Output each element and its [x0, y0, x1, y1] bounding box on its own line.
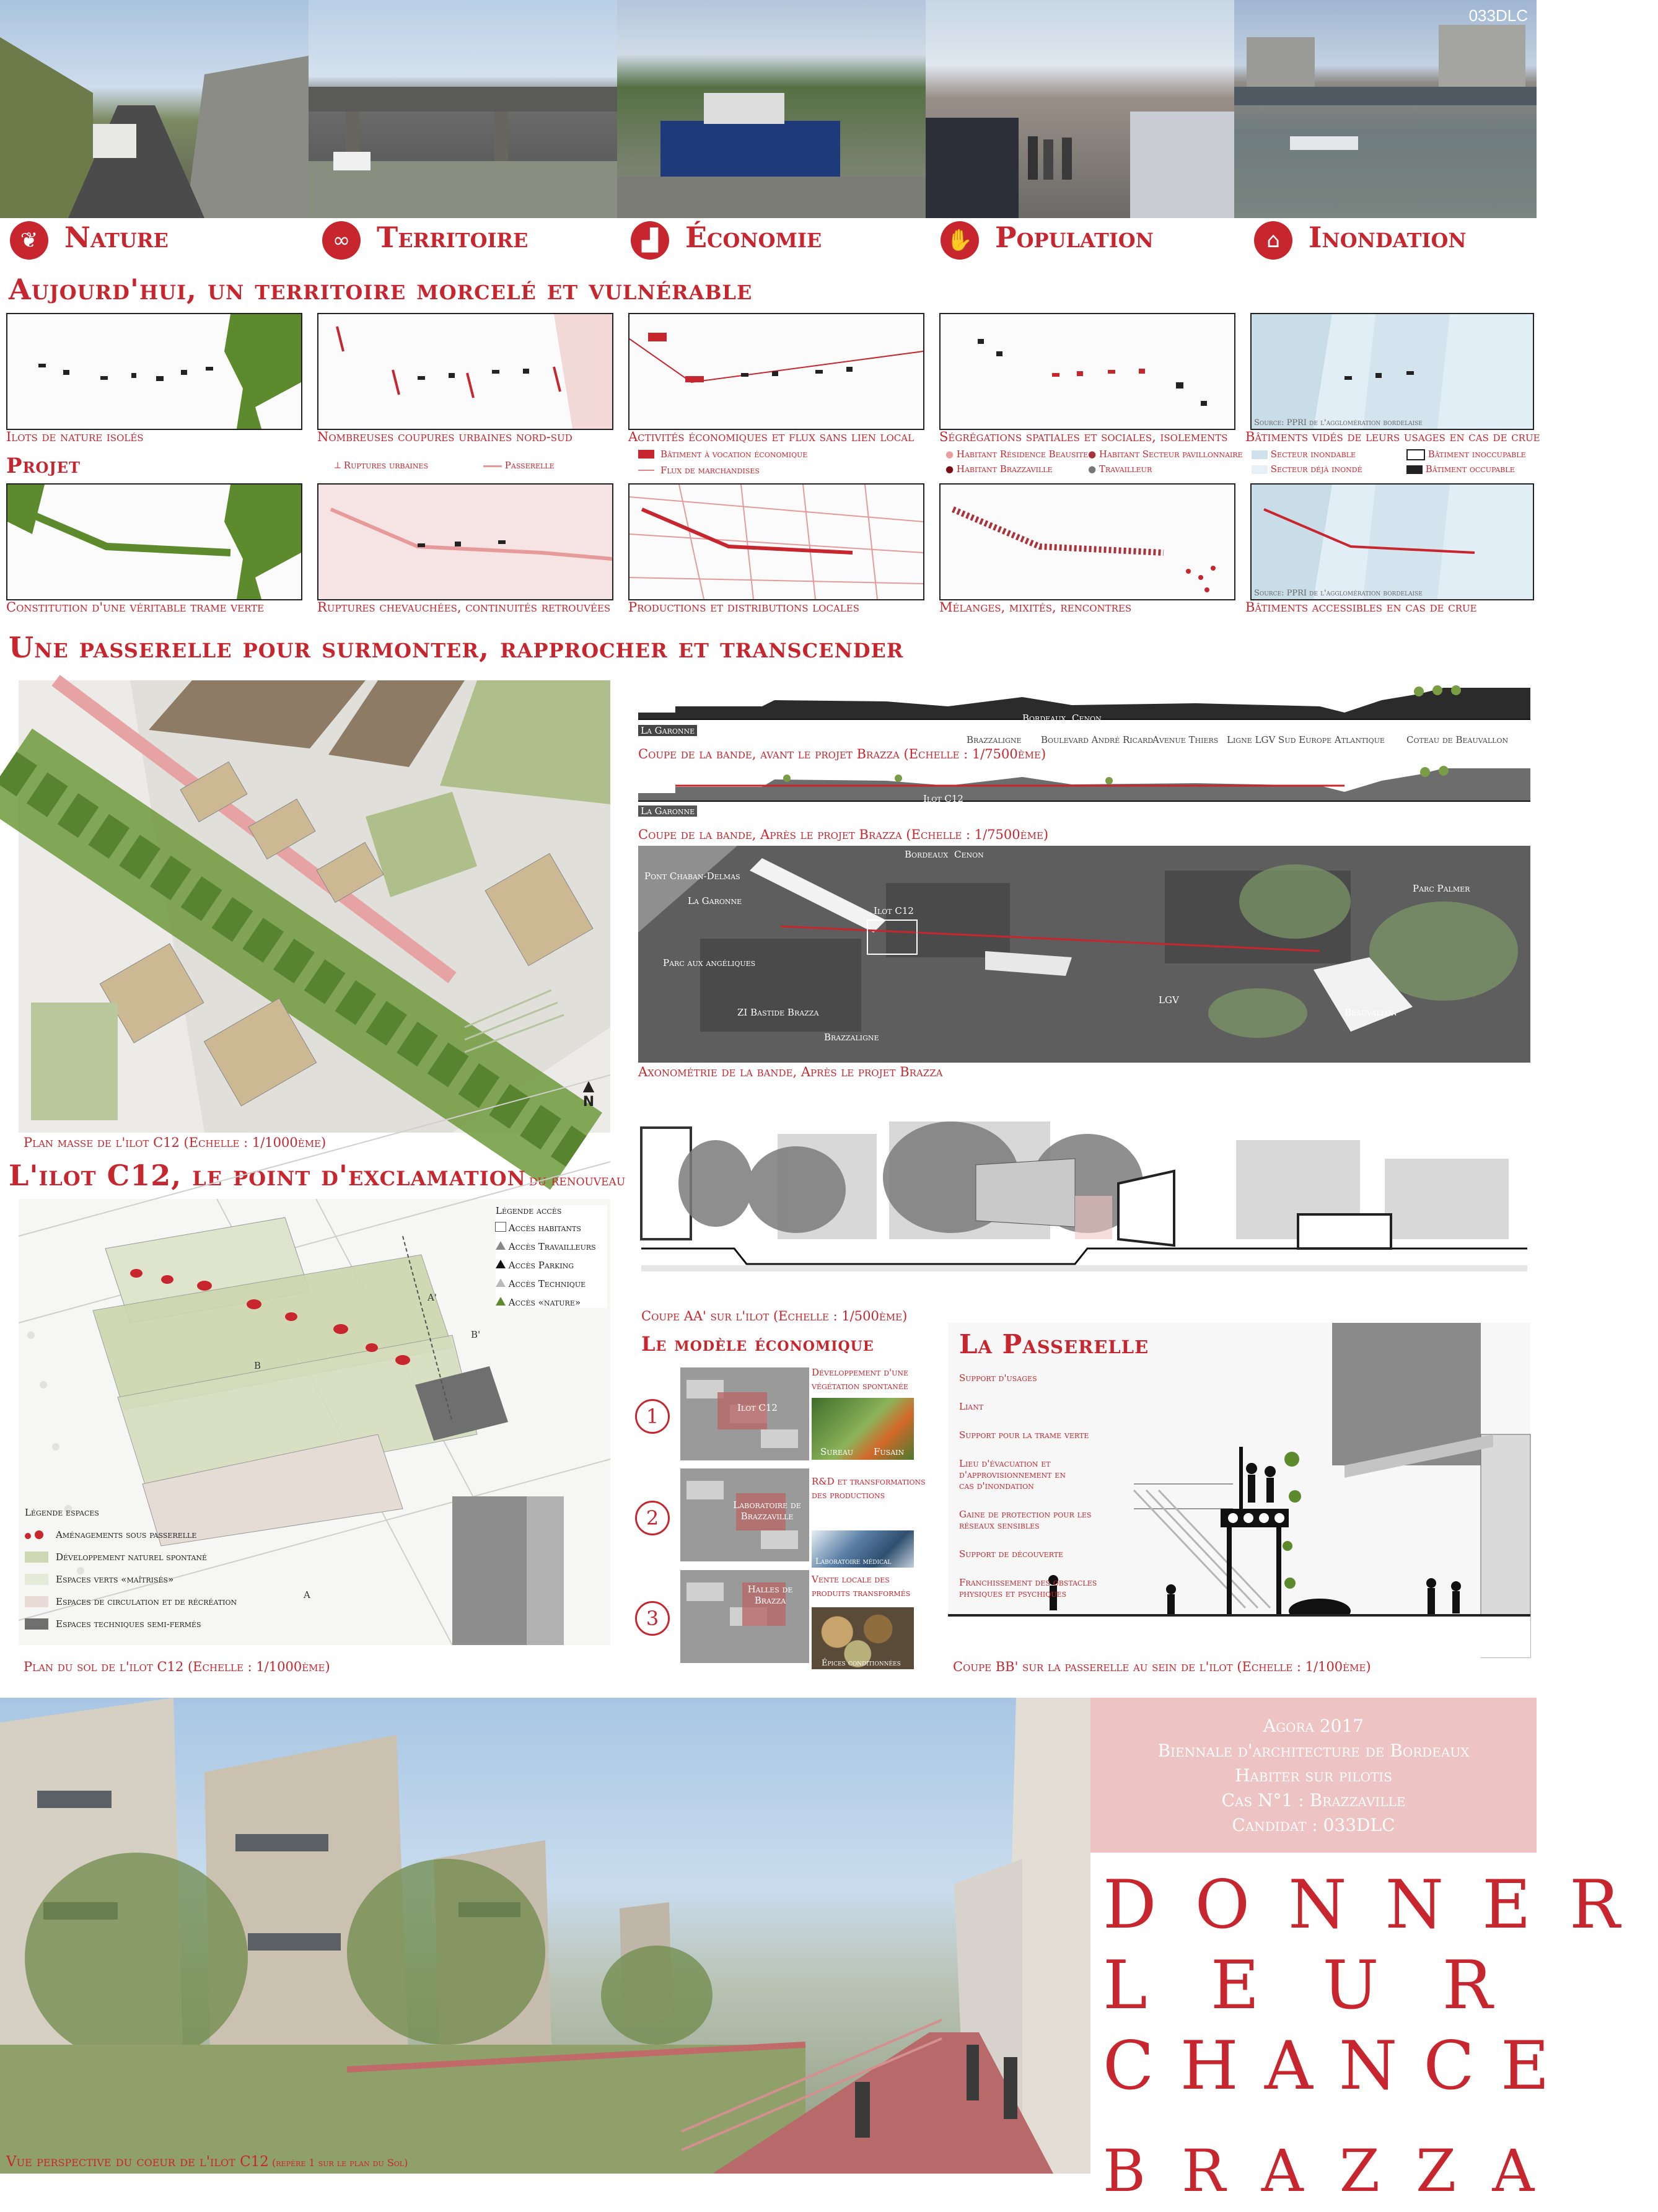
step-1-map	[680, 1367, 809, 1460]
caption-today-nature: Ilots de nature isolés	[6, 429, 144, 444]
house-icon: ⌂	[1254, 221, 1292, 260]
caption-projet-territoire: Ruptures chevauchées, continuités retrouvées	[317, 600, 611, 615]
hand-icon: ✋	[941, 221, 979, 260]
map-drawing	[7, 485, 301, 599]
theme-population: Population	[995, 221, 1154, 254]
photo-river	[1234, 0, 1537, 218]
legend-item: Secteur déjà inondé	[1252, 463, 1362, 475]
map-projet-nature	[6, 483, 302, 600]
map-drawing	[1252, 485, 1533, 599]
plan-masse	[19, 680, 610, 1133]
eco-model-title: Le modèle économique	[641, 1332, 874, 1356]
step-3-photo	[812, 1607, 914, 1669]
legend-economie	[638, 449, 911, 481]
photo-label: Sureau	[820, 1446, 854, 1457]
step-2-number: 2	[635, 1501, 670, 1535]
coupe-label: Brazzaligne	[967, 734, 1022, 745]
caption-projet-population: Mélanges, mixités, rencontres	[939, 600, 1132, 615]
slogan-line-3: CHANCE	[1103, 2027, 1576, 2105]
step-1-photo	[812, 1398, 914, 1460]
map-drawing	[318, 314, 612, 429]
step-3-number: 3	[635, 1601, 670, 1636]
legend-item: Aménagements sous passerelle	[25, 1529, 285, 1540]
section3-title: L'ilot C12, le point d'exclamation	[9, 1159, 526, 1192]
legend-espaces-title: Légende espaces	[25, 1507, 99, 1518]
access-triangle-icon	[496, 1260, 506, 1268]
coupe-label: ZI Bastide Brazza	[805, 719, 887, 730]
legend-item: Accès Parking	[496, 1260, 607, 1271]
legend-item: Secteur inondable	[1252, 449, 1356, 460]
map-today-inondation	[1250, 313, 1534, 430]
slogan	[1103, 1865, 1658, 2212]
info-line: Cas N°1 : Brazzaville	[1221, 1790, 1406, 1810]
access-triangle-icon	[496, 1241, 506, 1250]
photo-population	[926, 0, 1234, 218]
passerelle-line-icon	[483, 465, 502, 467]
step-text-line: des productions	[812, 1490, 885, 1501]
map-drawing	[941, 485, 1234, 599]
map-projet-inondation	[1250, 483, 1534, 600]
perspective-caption: Vue perspective du coeur de l'ilot C12	[6, 2154, 269, 2170]
step-3-text	[812, 1573, 910, 1600]
step-3-map	[680, 1570, 809, 1663]
info-line: Habiter sur pilotis	[1235, 1765, 1392, 1786]
step-text-line: végétation spontanée	[812, 1380, 908, 1392]
north-arrow-icon: ▲	[582, 1077, 595, 1094]
map-drawing	[629, 485, 923, 599]
legend-item: Développement naturel spontané	[25, 1551, 285, 1563]
section3-title-row	[9, 1159, 625, 1192]
photo-truck	[617, 0, 926, 218]
axo-label: Ilot C12	[874, 905, 914, 916]
step-2-map	[680, 1468, 809, 1561]
passerelle-section	[948, 1323, 1530, 1657]
swatch-naturel	[25, 1551, 48, 1563]
step-text-line: Développement d'une	[812, 1367, 909, 1378]
axonometrie-drawing	[638, 846, 1530, 1063]
step-2-text	[812, 1475, 926, 1502]
legend-row: Bâtiment à vocation économique	[638, 449, 911, 460]
axo-label: Pont Chaban-Delmas	[644, 871, 740, 882]
legend-acces	[496, 1205, 607, 1308]
caption-today-inondation: Bâtiments vidés de leurs usages en cas de crue	[1245, 429, 1540, 444]
passerelle-caption: Coupe BB' sur la passerelle au sein de l'ilot (Echelle : 1/100ème)	[953, 1659, 1371, 1674]
source-note: Source: PPRI de l'agglomération bordelaise	[1254, 418, 1423, 428]
access-triangle-icon	[496, 1297, 506, 1306]
map-today-population	[939, 313, 1235, 430]
coupe-apres	[638, 768, 1530, 827]
coupe-label: Ligne LGV Sud Europe Atlantique	[1227, 734, 1385, 745]
step-1-tag: Ilot C12	[737, 1402, 778, 1413]
slogan-line-4: BRAZZA	[1103, 2138, 1571, 2205]
coupe-aa-caption: Coupe AA' sur l'ilot (Echelle : 1/500ème)	[641, 1309, 908, 1323]
legend-item: Accès Technique	[496, 1278, 607, 1289]
access-triangle-icon	[496, 1222, 506, 1231]
step-2-tag: Laboratoire de Brazzaville	[733, 1499, 801, 1522]
info-line: Biennale d'architecture de Bordeaux	[1157, 1740, 1470, 1761]
map-today-nature	[6, 313, 302, 430]
section3-title-suffix: du renouveau	[529, 1172, 626, 1189]
section2-title: Une passerelle pour surmonter, rapprocher et transcender	[9, 631, 904, 664]
swatch-circulation	[25, 1596, 48, 1607]
info-line: Agora 2017	[1263, 1716, 1364, 1736]
legend-item: Accès Travailleurs	[496, 1241, 607, 1252]
coupe-aa-drawing	[641, 1121, 1527, 1307]
axo-label: La Garonne	[688, 895, 742, 906]
function-item: Support d'usages	[959, 1372, 1037, 1384]
map-projet-economie	[628, 483, 924, 600]
function-item: Franchissement des obstacles physiques et psychiques	[959, 1577, 1097, 1599]
factory-icon: ▟	[631, 221, 669, 260]
theme-nature: Nature	[64, 221, 169, 254]
coupe-label: Brazzaville	[824, 804, 877, 815]
step-text-line: Vente locale des	[812, 1574, 890, 1585]
map-projet-population	[939, 483, 1235, 600]
plan-masse-drawing	[19, 680, 610, 1133]
photo-overpass	[309, 0, 617, 218]
north-arrow	[576, 1077, 601, 1110]
step-2-photo	[812, 1530, 914, 1568]
passerelle-functions	[959, 1372, 1120, 1599]
axo-label: Parc aux angéliques	[663, 957, 756, 968]
legend-item: Espaces de circulation et de récréation	[25, 1596, 285, 1607]
info-panel	[1090, 1698, 1537, 1853]
legend-rupture: ⟂ Ruptures urbaines	[335, 460, 429, 471]
caption-projet-inondation: Bâtiments accessibles en cas de crue	[1245, 600, 1477, 615]
theme-economie: Économie	[685, 221, 822, 254]
projet-label: Projet	[6, 454, 81, 478]
source-note: Source: PPRI de l'agglomération bordelaise	[1254, 589, 1423, 598]
coupe-label: Bordeaux	[1022, 713, 1066, 724]
info-line: Candidat : 033DLC	[1232, 1815, 1395, 1835]
function-item: Support pour la trame verte	[959, 1429, 1089, 1441]
map-drawing	[318, 485, 612, 599]
legend-item: ● Habitant Secteur pavillonnaire	[1088, 449, 1243, 460]
photo-label: Épices conditionnées	[822, 1659, 901, 1668]
axo-label: LGV	[1159, 994, 1179, 1006]
plan-sol-caption: Plan du sol de l'ilot C12 (Echelle : 1/1000ème)	[24, 1659, 330, 1674]
coupe-avant-caption: Coupe de la bande, avant le projet Brazza (Echelle : 1/7500ème)	[638, 747, 1046, 761]
north-label: N	[582, 1094, 595, 1110]
infinity-icon: ∞	[322, 221, 361, 260]
legend-passerelle: Passerelle	[483, 460, 555, 471]
legend-espaces	[25, 1507, 285, 1630]
coupe-apres-caption: Coupe de la bande, Après le projet Brazza (Echelle : 1/7500ème)	[638, 827, 1049, 842]
section-mark: B'	[471, 1329, 481, 1340]
street-illustration	[0, 0, 309, 218]
leaf-icon: ❦	[10, 221, 48, 260]
axonometrie	[638, 846, 1530, 1063]
passerelle-title: La Passerelle	[959, 1329, 1149, 1359]
section1-title: Aujourd'hui, un territoire morcelé et vulnérable	[9, 273, 753, 306]
step-text-line: R&D et transformations	[812, 1476, 926, 1487]
map-drawing	[941, 314, 1234, 429]
slogan-line-1: DONNER	[1103, 1866, 1658, 1944]
coupe-label: La Garonne	[638, 725, 697, 736]
caption-today-economie: Activités économiques et flux sans lien local	[628, 429, 915, 444]
photo-street-nature	[0, 0, 309, 218]
step-3-tag: Halles de Brazza	[747, 1584, 793, 1606]
map-drawing	[7, 314, 301, 429]
coupe-apres-drawing	[638, 768, 1530, 827]
function-item: Liant	[959, 1401, 984, 1412]
theme-territoire: Territoire	[377, 221, 529, 254]
plan-masse-caption: Plan masse de l'ilot C12 (Echelle : 1/1000ème)	[24, 1135, 327, 1150]
legend-item: Bâtiment inoccupable	[1406, 449, 1526, 460]
coupe-label: Avenue Thiers	[1152, 734, 1219, 745]
function-item: Gaine de protection pour les réseaux sensibles	[959, 1509, 1092, 1531]
candidate-tag: 033DLC	[1468, 6, 1528, 25]
perspective-caption-suffix: (repère 1 sur le plan du Sol)	[272, 2157, 408, 2169]
function-item: Support de découverte	[959, 1548, 1064, 1560]
section-mark: B	[254, 1360, 261, 1371]
caption-today-territoire: Nombreuses coupures urbaines nord-sud	[317, 429, 572, 444]
coupe-label: Boulevard André Ricard	[1041, 734, 1154, 745]
caption-projet-nature: Constitution d'une véritable trame verte	[6, 600, 265, 615]
step-1-text	[812, 1366, 908, 1393]
step-1-number: 1	[635, 1399, 670, 1434]
axo-label: Bordeaux	[905, 849, 949, 860]
caption-projet-economie: Productions et distributions locales	[628, 600, 859, 615]
axo-label: Parc Palmer	[1413, 883, 1470, 894]
legend-acces-title: Légende accès	[496, 1205, 562, 1216]
overpass-illustration	[309, 0, 617, 218]
axonometrie-caption: Axonométrie de la bande, Après le projet Brazza	[638, 1064, 943, 1079]
perspective-render	[0, 1698, 1090, 2174]
axo-label: Beauvallon	[1344, 1007, 1397, 1018]
axo-label: Brazzaligne	[824, 1032, 879, 1043]
info-lines	[1090, 1714, 1537, 1838]
perspective-drawing	[0, 1698, 1090, 2174]
legend-item: ● Habitant Brazzaville	[945, 463, 1053, 475]
map-thumb	[680, 1367, 809, 1460]
legend-item: ● Travailleur	[1088, 463, 1152, 475]
section-mark: A'	[428, 1292, 437, 1303]
truck-illustration	[617, 0, 926, 218]
axo-label: ZI Bastide Brazza	[737, 1007, 819, 1018]
caption-today-population: Ségrégations spatiales et sociales, isolements	[939, 429, 1228, 444]
legend-row: Flux de marchandises	[638, 465, 911, 476]
map-today-territoire	[317, 313, 613, 430]
legend-item: Bâtiment occupable	[1406, 463, 1515, 475]
access-triangle-icon	[496, 1278, 506, 1287]
swatch-amenagements	[25, 1530, 48, 1539]
theme-inondation: Inondation	[1309, 221, 1467, 254]
street-people-illustration	[926, 0, 1234, 218]
coupe-label: Coteau de Beauvallon	[1406, 734, 1509, 745]
map-drawing	[1252, 314, 1533, 429]
legend-item: Espaces techniques semi-fermés	[25, 1618, 285, 1630]
river-illustration	[1234, 0, 1537, 218]
coupe-avant	[638, 688, 1530, 747]
coupe-aa	[641, 1121, 1527, 1307]
map-today-economie	[628, 313, 924, 430]
rupture-icon: ⟂	[335, 460, 344, 471]
perspective-caption-row	[6, 2154, 408, 2170]
legend-item: Accès habitants	[496, 1222, 607, 1234]
map-drawing	[629, 314, 923, 429]
slogan-line-2: LEUR	[1103, 1947, 1556, 2024]
map-projet-territoire	[317, 483, 613, 600]
legend-item: ● Habitant Résidence Beausite	[945, 449, 1089, 460]
function-item: Lieu d'évacuation et d'approvisionnement en cas d'inondation	[959, 1458, 1066, 1491]
swatch-techniques	[25, 1618, 48, 1630]
axo-label: Cenon	[954, 849, 984, 860]
step-text-line: produits transformés	[812, 1587, 911, 1599]
photo-label: Laboratoire médical	[815, 1557, 892, 1566]
legend-item: Accès «nature»	[496, 1297, 607, 1308]
legend-item: Espaces verts «maîtrisés»	[25, 1574, 285, 1585]
coupe-label: Ilot C12	[923, 793, 963, 804]
coupe-label: Cenon	[1072, 713, 1102, 724]
coupe-label: La Garonne	[638, 805, 697, 817]
photo-label: Fusain	[874, 1446, 905, 1457]
section-mark: A	[304, 1589, 310, 1600]
swatch-verts	[25, 1574, 48, 1585]
